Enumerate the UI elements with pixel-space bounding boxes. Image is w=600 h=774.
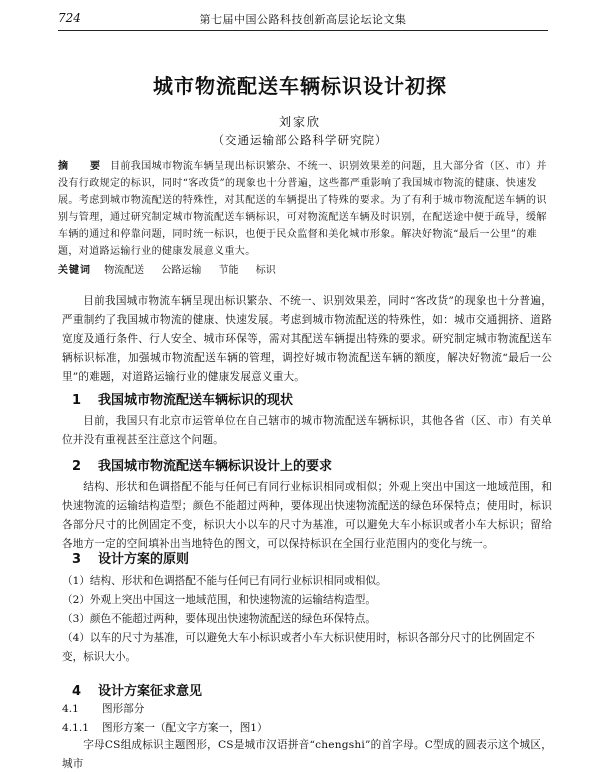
section-paragraph: 字母CS组成标识主题图形，CS是城市汉语拼音“chengshi”的首字母。C型成的圆表示这个城区，城市: [62, 739, 552, 770]
running-header: [58, 8, 548, 31]
section-number: 4: [72, 684, 82, 699]
running-title: 第七届中国公路科技创新高层论坛论文集: [199, 13, 407, 26]
section-paragraph: 目前，我国只有北京市运管单位在自己辖市的城市物流配送车辆标识，其他各省（区、市）有关单位并没有重视甚至注意这个问题。: [62, 415, 552, 446]
keywords-label: 关键词: [58, 265, 91, 276]
list-item: （4）以车的尺寸为基准，可以避免大车小标识或者小车大标识使用时，标识各部分尺寸的比例固定不变，标识大小。: [62, 632, 535, 663]
subsection-title: 图形方案一（配文字方案一，图1）: [102, 722, 268, 734]
author: 刘家欣: [278, 115, 321, 129]
section-heading: [72, 455, 332, 474]
subsection-heading: [62, 700, 144, 719]
list-item: （2）外观上突出中国这一地域范围，和快速物流的运输结构造型。: [62, 594, 376, 606]
section-heading: [72, 548, 189, 567]
subsection-number: 4.1.1: [62, 722, 89, 734]
list-item: （1）结构、形状和色调搭配不能与任何已有同行业标识相同或相似。: [62, 575, 387, 587]
paper-title: 城市物流配送车辆标识设计初探: [153, 74, 447, 98]
section-paragraph: 结构、形状和色调搭配不能与任何已有同行业标识相同或相似；外观上突出中国这一地域范围，和快速物流的运输结构造型；颜色不能超过两种，要体现出快速物流配送的绿色环保特点；使用时，标识各部分尺寸的比例固定不变，标识大小以车的尺寸为基准，可以避免大车小标识或者小车大标识；留给各地方一定的空间填补出当地特色的图文，可以保持标识在全国行业范围内的变化与统一。: [62, 481, 552, 550]
section-heading: [72, 389, 293, 408]
page-number: 724: [58, 11, 81, 25]
intro-paragraph: 目前我国城市物流车辆呈现出标识繁杂、不统一、识别效果差，同时“客改货”的现象也十分普遍，严重制约了我国城市物流的健康、快速发展。考虑到城市物流配送的特殊性，如：城市交通拥挤、道路宽度及通行条件、行人安全、城市环保等，需对其配送车辆提出特殊的要求。研究制定城市物流配送车辆标识标准，加强城市物流配送车辆的管理，调控好城市物流配送车辆的额度，解决好物流“最后一公里”的难题，对道路运输行业的健康发展意义重大。: [62, 295, 552, 383]
abstract-label: 摘 要: [58, 161, 106, 172]
subsection-number: 4.1: [62, 703, 79, 715]
subsection-title: 图形部分: [102, 703, 145, 715]
section-title: 设计方案的原则: [98, 552, 190, 567]
section-title: 我国城市物流配送车辆标识设计上的要求: [98, 459, 333, 474]
section-title: 我国城市物流配送车辆标识的现状: [98, 393, 294, 408]
keywords: [58, 262, 553, 279]
keyword: 公路运输: [161, 265, 202, 276]
affiliation: （交通运输部公路科学研究院）: [212, 133, 388, 147]
section-heading: [72, 680, 202, 699]
list-item: （3）颜色不能超过两种，要体现出快速物流配送的绿色环保特点。: [62, 613, 376, 625]
keyword: 物流配送: [104, 265, 145, 276]
section-number: 1: [72, 393, 82, 408]
keyword: 标识: [255, 265, 276, 276]
abstract: [58, 158, 553, 260]
section-number: 2: [72, 459, 82, 474]
section-number: 3: [72, 552, 82, 567]
abstract-text: 目前我国城市物流车辆呈现出标识繁杂、不统一、识别效果差的问题，且大部分省（区、市）并没有行政规定的标识，同时“客改货”的现象也十分普遍，这些都严重影响了我国城市物流的健康、快速发展。考虑到城市物流配送的特殊性，对其配送的车辆提出了特殊的要求。为了有利于城市物流配送车辆的识别与管理，通过研究制定城市物流配送车辆标识，可对物流配送车辆及时识别，在配送途中便于疏导，缓解车辆的通过和停靠问题，同时统一标识，也便于民众监督和美化城市形象。解决好物流“最后一公里”的难题，对道路运输行业的健康发展意义重大。: [58, 161, 547, 257]
section-title: 设计方案征求意见: [98, 684, 203, 699]
keyword: 节能: [218, 265, 239, 276]
